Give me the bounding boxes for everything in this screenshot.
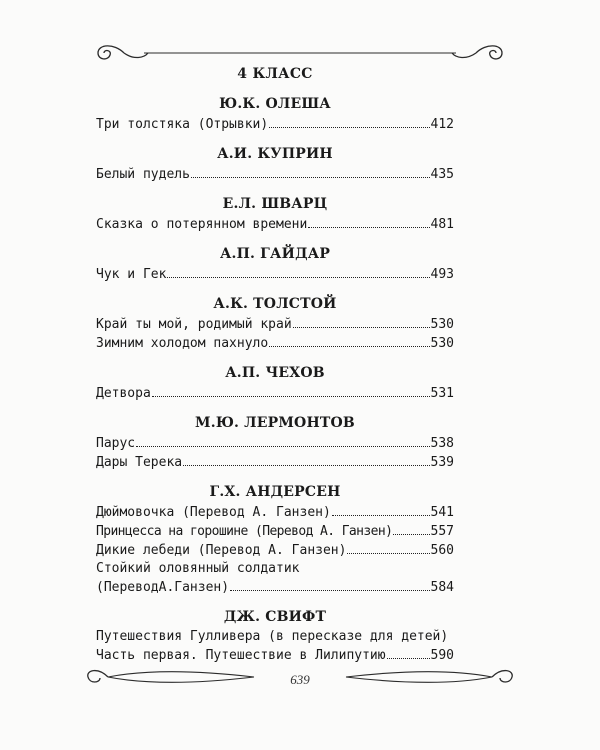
entry-page-number: 435	[430, 167, 454, 182]
author-name: А.И. КУПРИН	[217, 146, 333, 162]
page-number: 639	[290, 672, 310, 687]
toc-entry	[96, 503, 454, 522]
author-section	[96, 484, 454, 597]
author-section	[96, 365, 454, 403]
entry-page-number: 481	[430, 217, 454, 232]
entry-title: Дары Терека	[96, 455, 183, 470]
toc-entry	[96, 578, 454, 597]
top-ornament-icon	[84, 38, 516, 68]
entry-page-number: 530	[430, 317, 454, 332]
toc-entry	[96, 315, 454, 334]
toc-entry	[96, 541, 454, 560]
author-name: ДЖ. СВИФТ	[223, 609, 327, 625]
entry-title: Край ты мой, родимый край	[96, 317, 292, 332]
dot-leader	[183, 453, 429, 466]
entry-page-number: 538	[430, 436, 454, 451]
dot-leader	[167, 265, 429, 278]
author-name: Е.Л. ШВАРЦ	[222, 196, 328, 212]
author-name: А.П. ГАЙДАР	[219, 246, 331, 262]
entry-title: Детвора	[96, 386, 151, 401]
toc-entry	[96, 384, 454, 403]
dot-leader	[269, 334, 429, 347]
entry-page-number: 560	[430, 543, 454, 558]
author-section	[96, 296, 454, 353]
entry-page-number: 530	[430, 336, 454, 351]
entry-page-number: 590	[430, 648, 454, 663]
dot-leader	[387, 646, 430, 659]
dot-leader	[332, 503, 430, 516]
entry-title: Парус	[96, 436, 136, 451]
grade-heading: 4 КЛАСС	[237, 66, 313, 82]
author-name: А.П. ЧЕХОВ	[225, 365, 325, 381]
author-section	[96, 146, 454, 184]
entry-title: Белый пудель	[96, 167, 190, 182]
dot-leader	[191, 165, 430, 178]
entry-title: Дюймовочка (Перевод А. Ганзен)	[96, 505, 331, 520]
author-section	[96, 196, 454, 234]
entry-title: Принцесса на горошине (Перевод А. Ганзен)	[96, 524, 393, 539]
dot-leader	[347, 541, 429, 554]
toc-entry	[96, 334, 454, 353]
toc-entry	[96, 522, 454, 541]
entry-page-number: 539	[430, 455, 454, 470]
entry-title: Часть первая. Путешествие в Лилипутию	[96, 648, 386, 663]
entry-title: Дикие лебеди (Перевод А. Ганзен)	[96, 543, 347, 558]
author-section	[96, 609, 454, 665]
author-name: М.Ю. ЛЕРМОНТОВ	[195, 415, 355, 431]
dot-leader	[393, 522, 429, 535]
entry-page-number: 493	[430, 267, 454, 282]
toc-entry	[96, 165, 454, 184]
dot-leader	[269, 115, 429, 128]
toc-entry	[96, 215, 454, 234]
table-of-contents	[96, 66, 454, 677]
author-name: Г.Х. АНДЕРСЕН	[209, 484, 341, 500]
author-name: А.К. ТОЛСТОЙ	[213, 296, 337, 312]
author-section	[96, 415, 454, 472]
dot-leader	[152, 384, 430, 397]
toc-entry	[96, 453, 454, 472]
entry-title: Три толстяка (Отрывки)	[96, 117, 269, 132]
dot-leader	[136, 434, 429, 447]
toc-entry	[96, 115, 454, 134]
dot-leader	[293, 315, 430, 328]
toc-entry	[96, 265, 454, 284]
dot-leader	[230, 578, 429, 591]
entry-page-number: 531	[430, 386, 454, 401]
author-section	[96, 96, 454, 134]
author-name: Ю.К. ОЛЕША	[219, 96, 331, 112]
entry-title: Сказка о потерянном времени	[96, 217, 308, 232]
entry-page-number: 557	[430, 524, 454, 539]
entry-page-number: 541	[430, 505, 454, 520]
entry-title: Зимним холодом пахнуло	[96, 336, 269, 351]
entry-title-line: Путешествия Гулливера (в пересказе для детей)	[96, 629, 449, 644]
entry-title-line: Стойкий оловянный солдатик	[96, 561, 300, 576]
entry-page-number: 584	[430, 580, 454, 595]
dot-leader	[308, 215, 429, 228]
entry-title: Чук и Гек	[96, 267, 167, 282]
author-section	[96, 246, 454, 284]
entry-title: (ПереводА.Ганзен)	[96, 580, 230, 595]
entry-page-number: 412	[430, 117, 454, 132]
toc-entry	[96, 434, 454, 453]
